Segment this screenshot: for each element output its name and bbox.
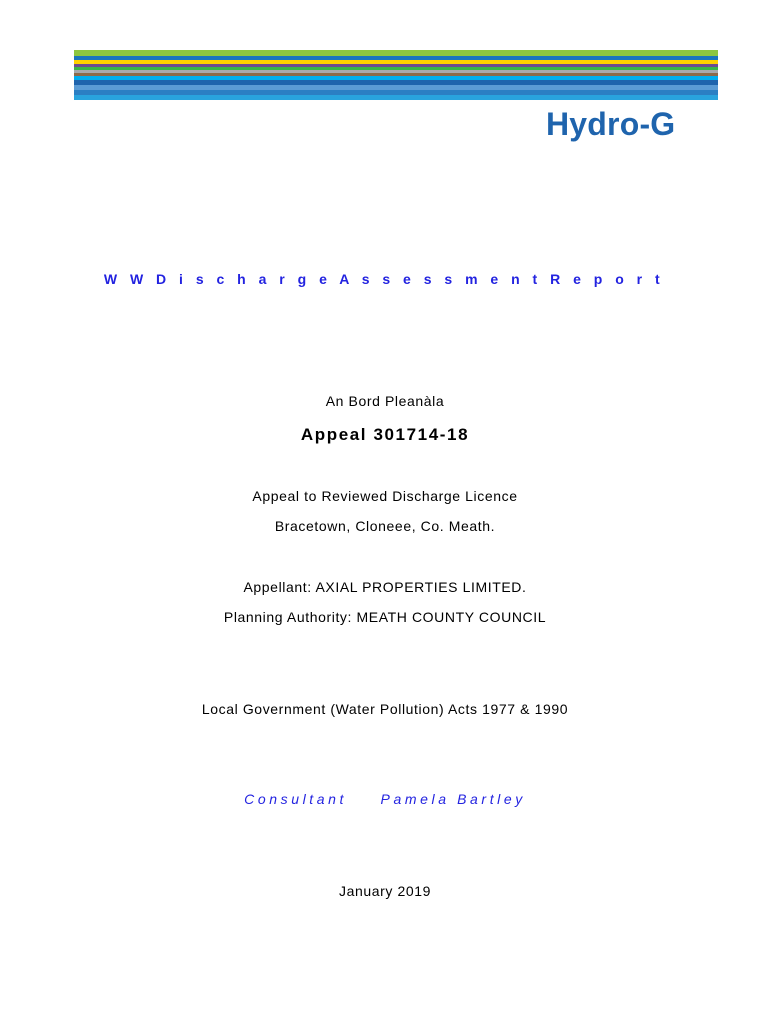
- consultant-name: Pamela Bartley: [380, 791, 526, 807]
- consultant-label: Consultant: [244, 791, 348, 807]
- appeal-number: Appeal 301714-18: [300, 425, 470, 444]
- hydro-g-logo: Hydro-G: [546, 106, 676, 142]
- report-title: W W D i s c h a r g e A s s e s s m e n t R e p o r t: [103, 271, 665, 287]
- subject-line: Appeal to Reviewed Discharge Licence: [252, 488, 518, 504]
- header-stripe: [74, 95, 718, 100]
- report-date: January 2019: [338, 883, 432, 899]
- board-name: An Bord Pleanàla: [325, 393, 445, 409]
- planning-authority-line: Planning Authority: MEATH COUNTY COUNCIL: [223, 609, 547, 625]
- legislation-line: Local Government (Water Pollution) Acts 1977 & 1990: [201, 701, 569, 717]
- consultant-line: [0, 791, 770, 807]
- appellant-line: Appellant: AXIAL PROPERTIES LIMITED.: [243, 579, 527, 595]
- header-stripe-banner: [74, 50, 718, 100]
- location-line: Bracetown, Cloneee, Co. Meath.: [274, 518, 496, 534]
